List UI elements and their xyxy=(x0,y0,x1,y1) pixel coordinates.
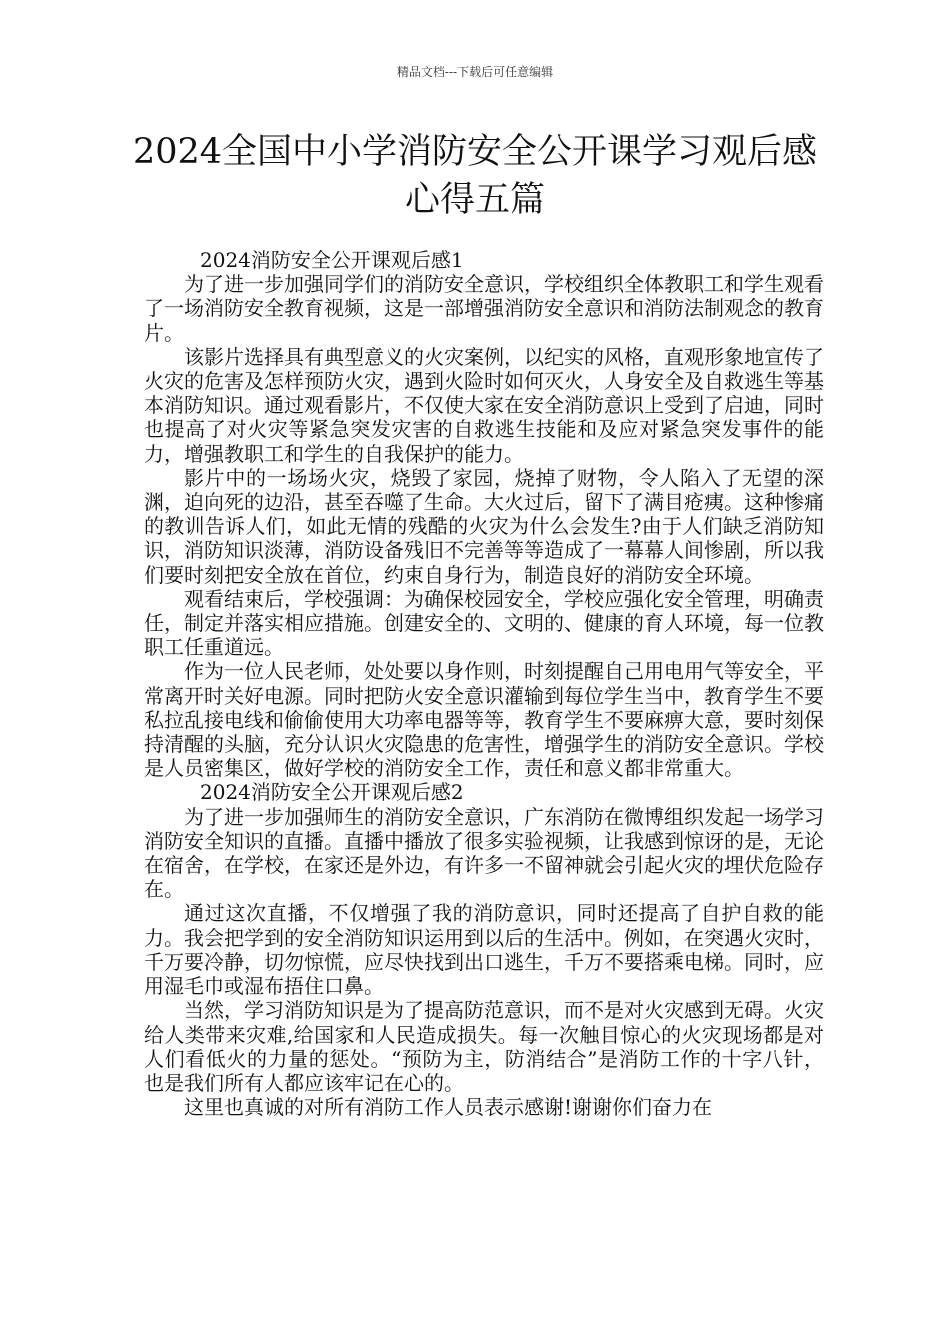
paragraph: 该影片选择具有典型意义的火灾案例，以纪实的风格，直观形象地宣传了火灾的危害及怎样预防火灾，遇到火险时如何灭火，人身安全及自救逃生等基本消防知识。通过观看影片，不仅使大家在安全消防意识上受到了启迪，同时也提高了对火灾等紧急突发灾害的自救逃生技能和及应对紧急突发事件的能力，增强教职工和学生的自我保护的能力。 xyxy=(144,344,824,466)
paragraph: 当然，学习消防知识是为了提高防范意识，而不是对火灾感到无碍。火灾给人类带来灾难,给国家和人民造成损失。每一次触目惊心的火灾现场都是对人们看低火的力量的惩处。“预防为主，防消结合”是消防工作的十字八针，也是我们所有人都应该牢记在心的。 xyxy=(144,998,824,1095)
paragraph: 影片中的一场场火灾，烧毁了家园，烧掉了财物，令人陷入了无望的深渊，迫向死的边沿，甚至吞噬了生命。大火过后，留下了满目疮痍。这种惨痛的教训告诉人们，如此无情的残酷的火灾为什么会发生?由于人们缺乏消防知识，消防知识淡薄，消防设备残旧不完善等等造成了一幕幕人间惨剧，所以我们要时刻把安全放在首位，约束自身行为，制造良好的消防安全环境。 xyxy=(144,465,824,587)
paragraph: 通过这次直播，不仅增强了我的消防意识，同时还提高了自护自救的能力。我会把学到的安全消防知识运用到以后的生活中。例如，在突遇火灾时，千万要冷静，切勿惊慌，应尽快找到出口逃生，千万不要搭乘电梯。同时，应用湿毛巾或湿布捂住口鼻。 xyxy=(144,901,824,999)
header-note: 精品文档---下载后可任意编辑 xyxy=(396,65,554,79)
paragraph: 这里也真诚的对所有消防工作人员表示感谢!谢谢你们奋力在 xyxy=(184,1095,713,1120)
paragraph: 为了进一步加强同学们的消防安全意识，学校组织全体教职工和学生观看了一场消防安全教育视频，这是一部增强消防安全意识和消防法制观念的教育片。 xyxy=(144,272,824,345)
paragraph: 观看结束后，学校强调：为确保校园安全，学校应强化安全管理，明确责任，制定并落实相应措施。创建安全的、文明的、健康的育人环境，每一位教职工任重道远。 xyxy=(144,586,824,660)
document-body xyxy=(144,248,824,1119)
paragraph: 为了进一步加强师生的消防安全意识，广东消防在微博组织发起一场学习消防安全知识的直播。直播中播放了很多实验视频，让我感到惊讶的是，无论在宿舍，在学校，在家还是外边，有许多一不留神就会引起火灾的埋伏危险存在。 xyxy=(144,804,824,902)
section-heading-1: 2024消防安全公开课观后感1 xyxy=(200,248,464,272)
document-title: 2024全国中小学消防安全公开课学习观后感心得五篇 xyxy=(132,132,818,220)
section-heading-2: 2024消防安全公开课观后感2 xyxy=(200,780,464,805)
paragraph: 作为一位人民老师，处处要以身作则，时刻提醒自己用电用气等安全，平常离开时关好电源。同时把防火安全意识灌输到每位学生当中，教育学生不要私拉乱接电线和偷偷使用大功率电器等等，教育学生不要麻痹大意，要时刻保持清醒的头脑，充分认识火灾隐患的危害性，增强学生的消防安全意识。学校是人员密集区，做好学校的消防安全工作，责任和意义都非常重大。 xyxy=(144,659,824,781)
